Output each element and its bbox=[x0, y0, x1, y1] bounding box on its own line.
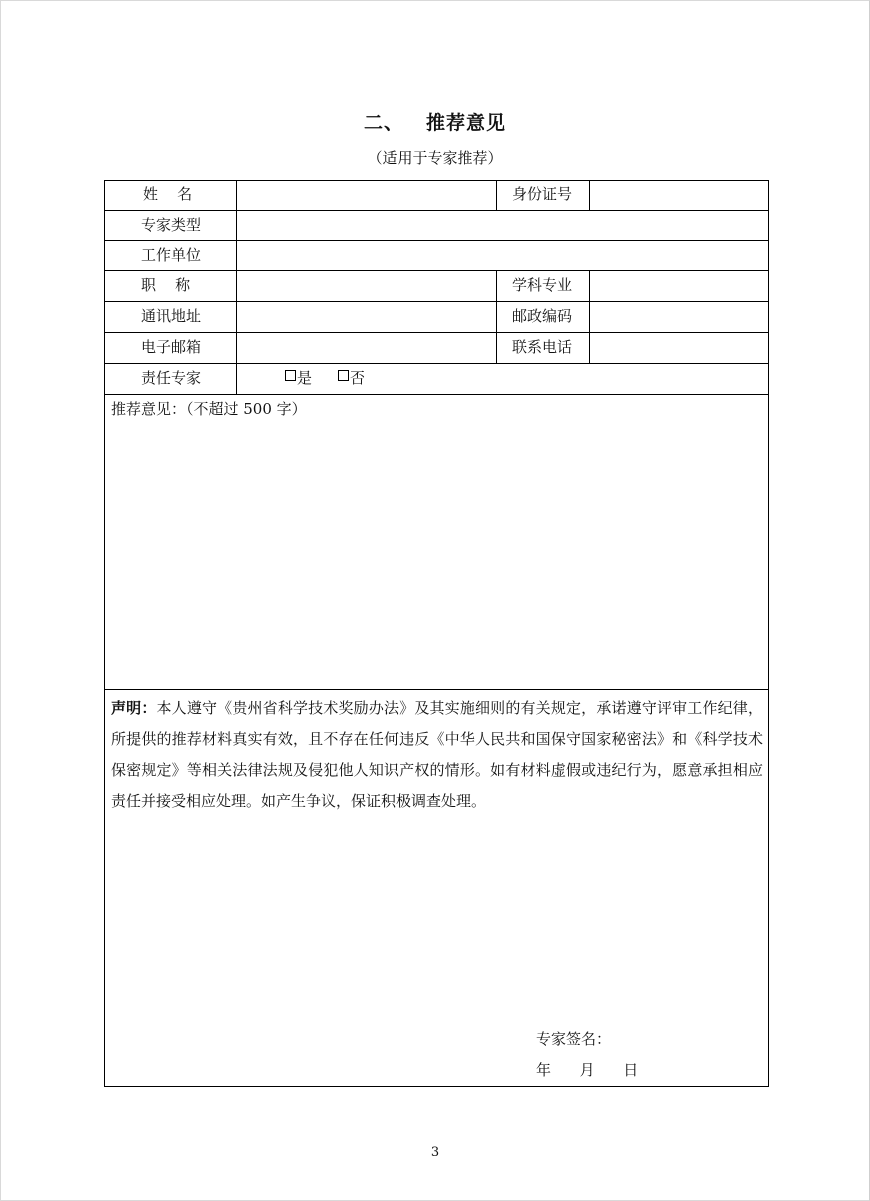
section-subtitle: （适用于专家推荐） bbox=[367, 149, 503, 167]
no-checkbox[interactable] bbox=[338, 370, 349, 381]
expert-type-label: 专家类型 bbox=[141, 216, 202, 234]
column-divider bbox=[236, 181, 237, 394]
row-divider bbox=[105, 301, 768, 302]
yes-option-label: 是 bbox=[297, 369, 313, 387]
email-label: 电子邮箱 bbox=[141, 338, 202, 356]
row-divider bbox=[105, 332, 768, 333]
recommendation-form bbox=[104, 180, 769, 1087]
name-label: 姓 名 bbox=[143, 185, 193, 203]
row-divider bbox=[105, 394, 768, 395]
row-divider bbox=[105, 210, 768, 211]
yes-checkbox[interactable] bbox=[285, 370, 296, 381]
signature-label: 专家签名： bbox=[536, 1030, 612, 1048]
section-heading: 推荐意见 bbox=[426, 112, 507, 134]
row-divider bbox=[105, 270, 768, 271]
responsible-expert-label: 责任专家 bbox=[141, 369, 202, 387]
discipline-label: 学科专业 bbox=[512, 276, 573, 294]
declaration-heading: 声明： bbox=[111, 699, 157, 717]
date-label: 年 月 日 bbox=[536, 1061, 639, 1079]
section-number: 二、 bbox=[363, 112, 404, 134]
page-number: 3 bbox=[430, 1145, 440, 1160]
workplace-label: 工作单位 bbox=[141, 246, 202, 264]
column-divider bbox=[589, 181, 590, 210]
row-divider bbox=[105, 363, 768, 364]
address-label: 通讯地址 bbox=[141, 307, 202, 325]
column-divider bbox=[589, 270, 590, 363]
row-divider bbox=[105, 689, 768, 690]
opinion-label: 推荐意见：（不超过 500 字） bbox=[111, 400, 307, 418]
row-divider bbox=[105, 240, 768, 241]
declaration bbox=[111, 693, 763, 817]
section-title bbox=[0, 108, 870, 135]
phone-label: 联系电话 bbox=[512, 338, 573, 356]
column-divider bbox=[496, 270, 497, 363]
professional-title-label: 职 称 bbox=[141, 276, 191, 294]
declaration-text: 本人遵守《贵州省科学技术奖励办法》及其实施细则的有关规定，承诺遵守评审工作纪律，所提供的推荐材料真实有效，且不存在任何违反《中华人民共和国保守国家秘密法》和《科学技术保密规定》等相关法律法规及侵犯他人知识产权的情形。如有材料虚假或违纪行为，愿意承担相应责任并接受相应处理。如产生争议，保证积极调查处理。 bbox=[111, 699, 763, 810]
id-number-label: 身份证号 bbox=[512, 185, 573, 203]
postcode-label: 邮政编码 bbox=[512, 307, 573, 325]
column-divider bbox=[496, 181, 497, 210]
no-option-label: 否 bbox=[350, 369, 366, 387]
